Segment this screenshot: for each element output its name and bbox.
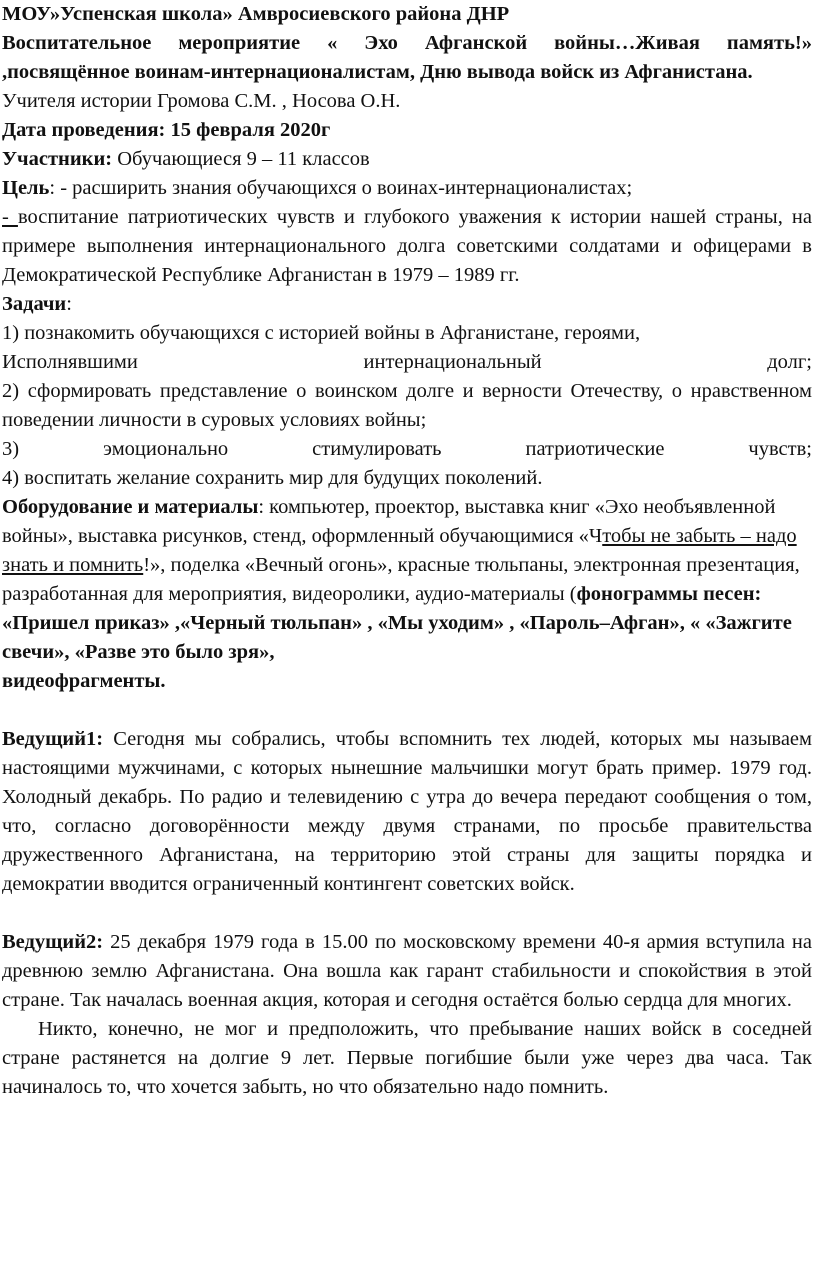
equipment-label: Оборудование и материалы xyxy=(2,496,259,518)
goal-dash: - xyxy=(2,206,18,228)
goal-label: Цель xyxy=(2,177,50,199)
equipment-video: видеофрагменты. xyxy=(2,670,166,692)
speaker1-label: Ведущий1: xyxy=(2,728,104,750)
teachers-line: Учителя истории Громова С.М. , Носова О.Н. xyxy=(2,90,401,112)
goal-text-2: воспитание патриотических чувств и глубокого уважения к истории нашей страны, на примере выполнения интернационального долга советскими солдатами и офицерами в Демократической Республике Афганистан в 1979 – 1989 гг. xyxy=(2,206,812,286)
task-item-4: 4) воспитать желание сохранить мир для будущих поколений. xyxy=(2,467,543,489)
school-heading: МОУ»Успенская школа» Амвросиевского района ДНР xyxy=(2,3,510,25)
task-item-2: 2) сформировать представление о воинском долге и верности Отечеству, о нравственном поведении личности в суровых условиях войны; xyxy=(2,380,812,431)
goal-line xyxy=(2,174,812,203)
goal-paragraph xyxy=(2,203,812,290)
participants-line xyxy=(2,145,812,174)
speaker2-label: Ведущий2: xyxy=(2,931,104,953)
tasks-colon: : xyxy=(66,293,72,315)
task-item-1: 1) познакомить обучающихся с историей войны в Афганистане, героями, xyxy=(2,322,641,344)
speaker2-text: 25 декабря 1979 года в 15.00 по московскому времени 40-я армия вступила на древнюю землю Афганистана. Она вошла как гарант стабильности и спокойствия в этой стране. Так началась военная акция, которая и сегодня остаётся болью сердца для многих. xyxy=(2,931,812,1011)
equipment-paragraph xyxy=(2,493,812,667)
spacer xyxy=(2,696,812,725)
event-date: Дата проведения: 15 февраля 2020г xyxy=(2,119,331,141)
speaker2-paragraph-2: Никто, конечно, не мог и предположить, что пребывание наших войск в соседней стране растянется на долгие 9 лет. Первые погибшие были уже через два часа. Так начиналось то, что хочется забыть, но что обязательно надо помнить. xyxy=(2,1018,812,1098)
speaker2-paragraph xyxy=(2,928,812,1015)
event-title: Воспитательное мероприятие « Эхо Афганской войны…Живая память!» ,посвящённое воинам-интернационалистам, Дню вывода войск из Афганистана. xyxy=(2,32,812,83)
participants-label: Участники: xyxy=(2,148,113,170)
equipment-songs: фонограммы песен: «Пришел приказ» ,«Черный тюльпан» , «Мы уходим» , «Пароль–Афган», « «Зажгите свечи», «Разве это было зря», xyxy=(2,583,792,663)
equipment-text-1: : компьютер, проектор, выставка книг «Эхо необъявленной войны», выставка рисунков, стенд, оформленный обучающимися «Ч xyxy=(2,496,776,547)
speaker1-text: Сегодня мы собрались, чтобы вспомнить тех людей, которых мы называем настоящими мужчинами, с которых нынешние мальчишки могут брать пример. 1979 год. Холодный декабрь. По радио и телевидению с утра до вечера передают сообщения о том, что, согласно договорённости между двумя странами, по просьбе правительства дружественного Афганистана, на территорию этой страны для защиты порядка и демократии вводится ограниченный контингент советских войск. xyxy=(2,728,812,895)
speaker1-paragraph xyxy=(2,725,812,899)
tasks-heading xyxy=(2,290,812,319)
task-item-3: 3) эмоционально стимулировать патриотические чувств; xyxy=(2,438,812,460)
goal-text-1: : - расширить знания обучающихся о воинах-интернационалистах; xyxy=(49,177,633,199)
participants-value: Обучающиеся 9 – 11 классов xyxy=(112,148,370,170)
tasks-label: Задачи xyxy=(2,293,67,315)
task-item-1-cont: Исполнявшими интернациональный долг; xyxy=(2,351,812,373)
equipment-underlined: тобы не забыть – надо знать и помнить xyxy=(2,525,797,576)
equipment-text-2: !», поделка «Вечный огонь», красные тюльпаны, электронная презентация, разработанная для мероприятия, видеоролики, аудио-материалы ( xyxy=(2,554,800,605)
spacer xyxy=(2,899,812,928)
